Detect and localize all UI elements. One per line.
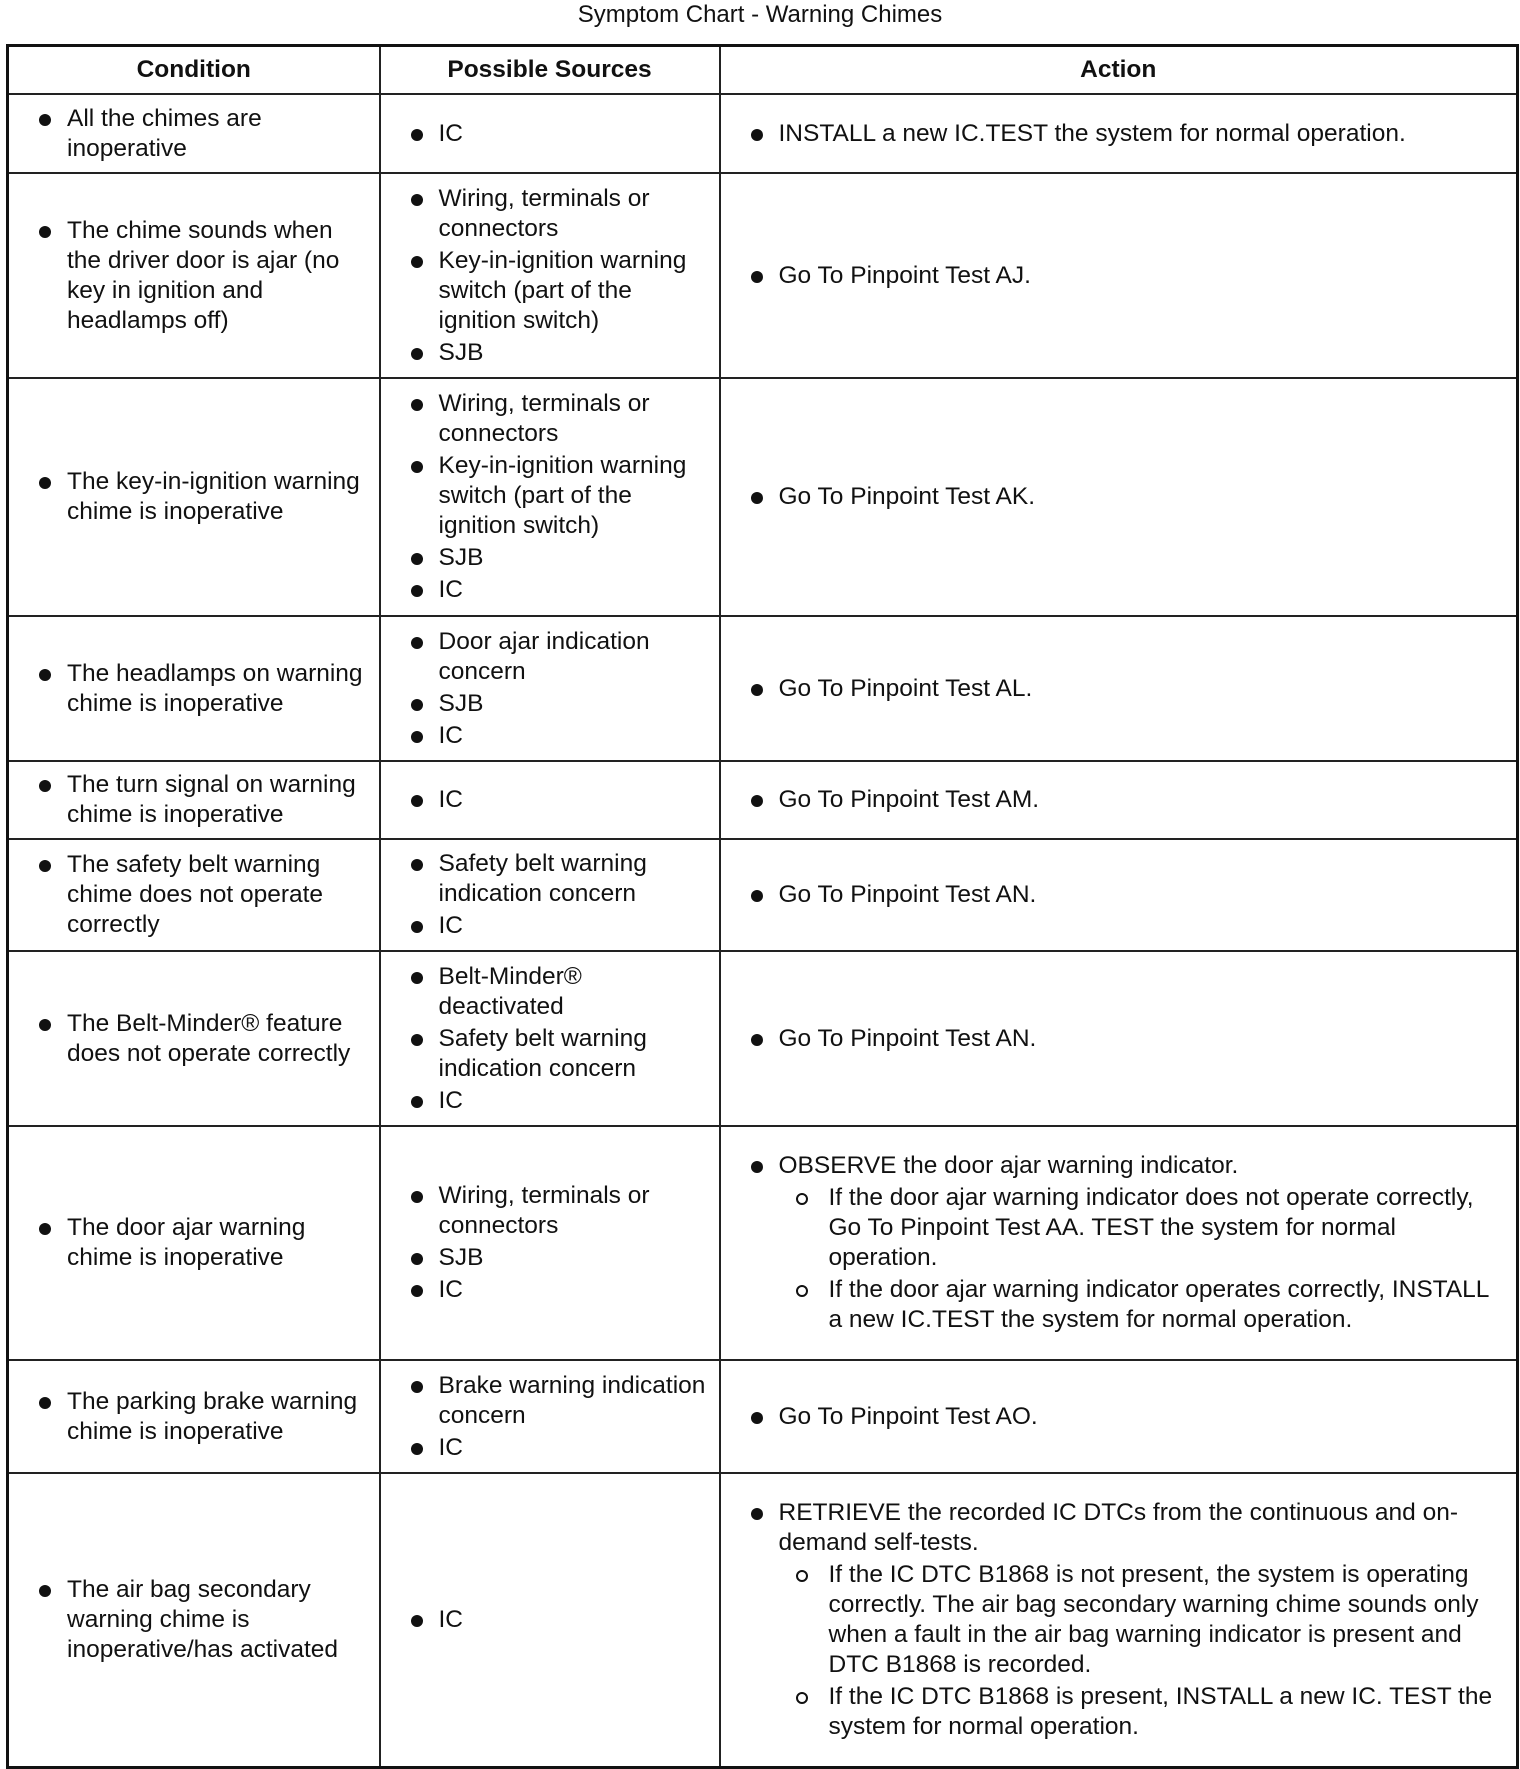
- action-cell: [720, 761, 1518, 839]
- table-row: [8, 94, 1518, 173]
- action-item: [745, 674, 1507, 704]
- action-cell: [720, 839, 1518, 951]
- table-row: [8, 951, 1518, 1126]
- action-cell: [720, 173, 1518, 378]
- action-cell: [720, 616, 1518, 761]
- condition-text: The key-in-ignition warning chime is inoperative: [33, 467, 369, 527]
- source-item: Wiring, terminals or connectors: [405, 389, 709, 449]
- action-subitem: If the door ajar warning indicator operates correctly, INSTALL a new IC.TEST the system for normal operation.: [779, 1275, 1507, 1335]
- sources-cell: [380, 761, 720, 839]
- source-item: Belt-Minder® deactivated: [405, 962, 709, 1022]
- action-text: OBSERVE the door ajar warning indicator.: [778, 1152, 1239, 1179]
- action-text: Go To Pinpoint Test AN.: [778, 1024, 1037, 1052]
- action-item: [745, 1024, 1507, 1054]
- source-item: Wiring, terminals or connectors: [405, 184, 709, 244]
- sources-cell: [380, 94, 720, 173]
- table-row: [8, 1473, 1518, 1767]
- condition-text: The headlamps on warning chime is inoperative: [33, 659, 369, 719]
- sources-cell: [380, 1473, 720, 1767]
- condition-text: The air bag secondary warning chime is inoperative/has activated: [33, 1575, 369, 1665]
- source-item: IC: [405, 911, 709, 941]
- source-item: IC: [405, 785, 709, 815]
- condition-text: All the chimes are inoperative: [33, 104, 369, 164]
- condition-cell: [8, 1473, 380, 1767]
- action-item: [745, 785, 1507, 815]
- action-text: Go To Pinpoint Test AN.: [778, 881, 1037, 908]
- source-item: IC: [405, 1275, 709, 1305]
- action-item: [745, 482, 1507, 512]
- condition-text: The turn signal on warning chime is inoperative: [33, 770, 369, 830]
- symptom-chart-table: [6, 44, 1519, 1769]
- action-item: [745, 261, 1507, 291]
- sources-cell: [380, 839, 720, 951]
- column-header-sources: Possible Sources: [380, 46, 720, 95]
- condition-cell: [8, 173, 380, 378]
- action-item: [745, 1151, 1507, 1335]
- source-item: IC: [405, 1086, 709, 1116]
- source-item: IC: [405, 721, 709, 751]
- source-item: IC: [405, 119, 709, 149]
- table-row: [8, 173, 1518, 378]
- action-cell: [720, 378, 1518, 616]
- action-item: [745, 1402, 1507, 1432]
- sources-cell: [380, 1126, 720, 1360]
- header-row: [8, 46, 1518, 95]
- source-item: SJB: [405, 1243, 709, 1273]
- source-item: Wiring, terminals or connectors: [405, 1181, 709, 1241]
- action-item: [745, 880, 1507, 910]
- source-item: IC: [405, 1433, 709, 1463]
- condition-text: The Belt-Minder® feature does not operate correctly: [33, 1009, 369, 1069]
- action-cell: [720, 951, 1518, 1126]
- condition-cell: [8, 951, 380, 1126]
- action-item: [745, 1498, 1507, 1742]
- action-text: RETRIEVE the recorded IC DTCs from the continuous and on-demand self-tests.: [778, 1498, 1458, 1556]
- table-row: [8, 761, 1518, 839]
- action-subitem: If the IC DTC B1868 is not present, the system is operating correctly. The air bag secondary warning chime sounds only when a fault in the air bag warning indicator is present and DTC B1868 is recorded.: [779, 1560, 1507, 1680]
- action-item: [745, 119, 1507, 149]
- condition-cell: [8, 94, 380, 173]
- column-header-action: Action: [720, 46, 1518, 95]
- source-item: Brake warning indication concern: [405, 1371, 709, 1431]
- sources-cell: [380, 378, 720, 616]
- condition-cell: [8, 378, 380, 616]
- condition-cell: [8, 1126, 380, 1360]
- action-cell: [720, 1360, 1518, 1473]
- source-item: Door ajar indication concern: [405, 627, 709, 687]
- sources-cell: [380, 616, 720, 761]
- column-header-condition: Condition: [8, 46, 380, 95]
- table-body: [8, 94, 1518, 1767]
- table-row: [8, 1360, 1518, 1473]
- table-row: [8, 378, 1518, 616]
- action-text: Go To Pinpoint Test AL.: [778, 674, 1033, 702]
- condition-cell: [8, 839, 380, 951]
- action-text: INSTALL a new IC.TEST the system for normal operation.: [778, 119, 1406, 147]
- action-text: Go To Pinpoint Test AM.: [778, 786, 1040, 813]
- sources-cell: [380, 1360, 720, 1473]
- chart-title: Symptom Chart - Warning Chimes: [577, 1, 943, 28]
- action-text: Go To Pinpoint Test AK.: [778, 483, 1036, 510]
- action-cell: [720, 94, 1518, 173]
- action-text: Go To Pinpoint Test AO.: [778, 1402, 1038, 1430]
- source-item: Key-in-ignition warning switch (part of the ignition switch): [405, 451, 709, 541]
- condition-cell: [8, 761, 380, 839]
- condition-text: The chime sounds when the driver door is ajar (no key in ignition and headlamps off): [33, 216, 369, 336]
- action-subitem: If the IC DTC B1868 is present, INSTALL a new IC. TEST the system for normal operation.: [779, 1682, 1507, 1742]
- source-item: SJB: [405, 338, 709, 368]
- source-item: SJB: [405, 689, 709, 719]
- table-row: [8, 1126, 1518, 1360]
- action-cell: [720, 1473, 1518, 1767]
- source-item: IC: [405, 575, 709, 605]
- condition-cell: [8, 616, 380, 761]
- action-subitem: If the door ajar warning indicator does not operate correctly, Go To Pinpoint Test AA. TEST the system for normal operation.: [779, 1183, 1507, 1273]
- source-item: SJB: [405, 543, 709, 573]
- table-row: [8, 616, 1518, 761]
- condition-text: The parking brake warning chime is inoperative: [33, 1387, 369, 1447]
- condition-text: The door ajar warning chime is inoperative: [33, 1213, 369, 1273]
- source-item: Safety belt warning indication concern: [405, 1024, 709, 1084]
- source-item: IC: [405, 1605, 709, 1635]
- sources-cell: [380, 951, 720, 1126]
- sources-cell: [380, 173, 720, 378]
- source-item: Safety belt warning indication concern: [405, 849, 709, 909]
- action-cell: [720, 1126, 1518, 1360]
- source-item: Key-in-ignition warning switch (part of the ignition switch): [405, 246, 709, 336]
- condition-text: The safety belt warning chime does not operate correctly: [33, 850, 369, 940]
- action-text: Go To Pinpoint Test AJ.: [778, 261, 1031, 289]
- condition-cell: [8, 1360, 380, 1473]
- table-row: [8, 839, 1518, 951]
